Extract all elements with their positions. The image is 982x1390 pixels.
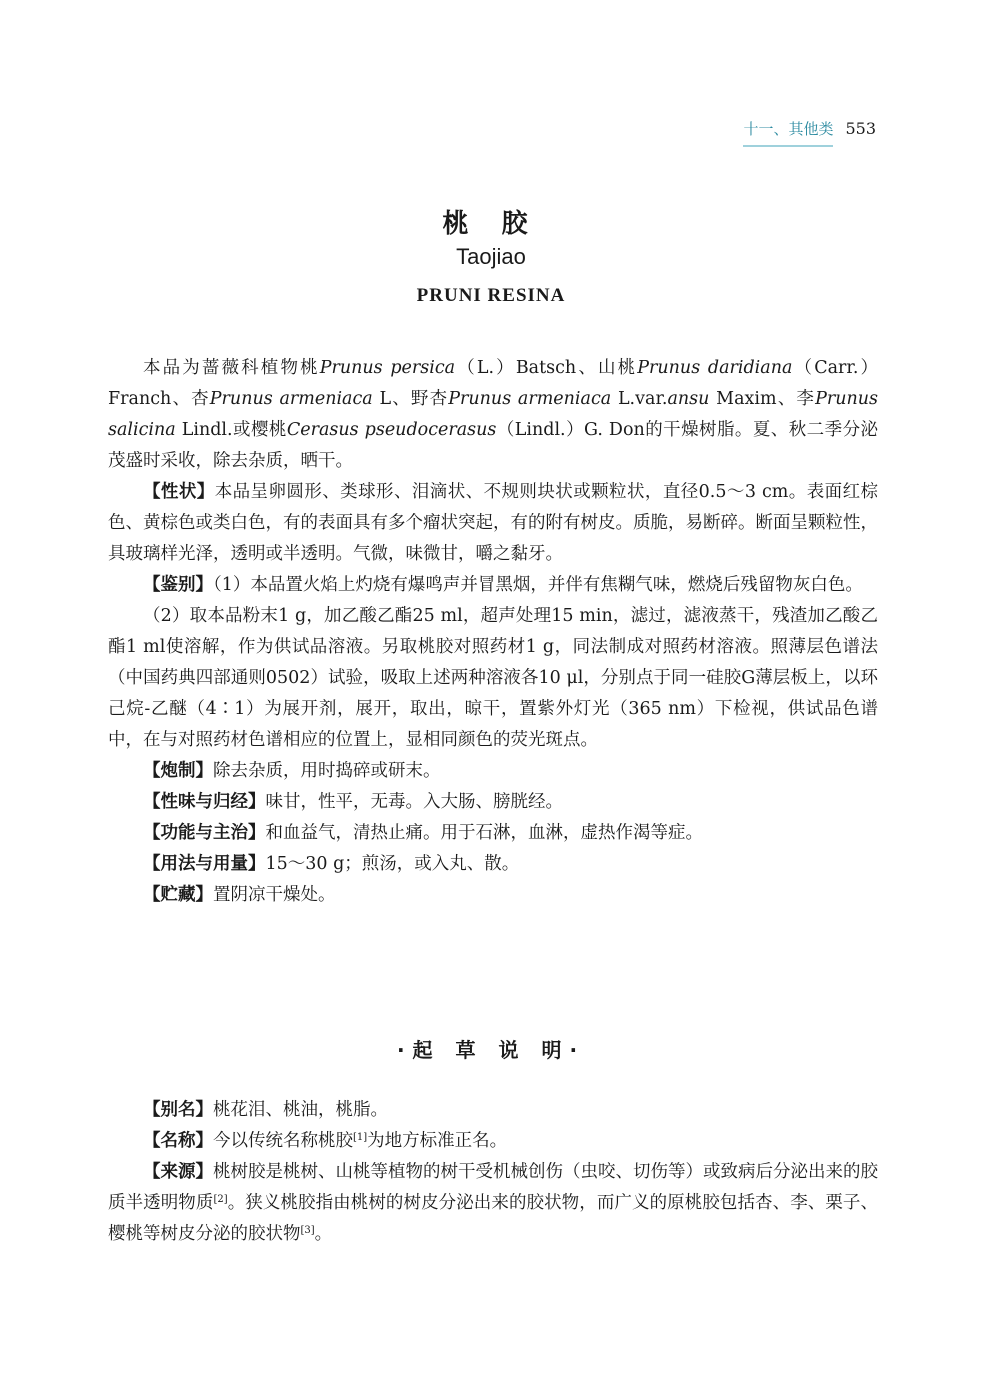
section-jianbie-2: （2）取本品粉末1 g，加乙酸乙酯25 ml，超声处理15 min，滤过，滤液蒸干，残渣加乙酸乙酯1 ml使溶解，作为供试品溶液。另取桃胶对照药材1 g，同法制成对照药材溶液。照薄层色谱法（中国药典四部通则0502）试验，吸取上述两种溶液各10 μl，分别点于同一硅胶G薄层板上，以环己烷-乙醚（4∶1）为展开剂，展开，取出，晾干，置紫外灯光（365 nm）下检视，供试品色谱中，在与对照药材色谱相应的位置上，显相同颜色的荧光斑点。 xyxy=(108,606,878,750)
section-gongneng: 【功能与主治】和血益气，清热止痛。用于石淋，血淋，虚热作渴等症。 xyxy=(143,823,703,843)
section-label: 【名称】 xyxy=(143,1131,213,1151)
running-head xyxy=(743,118,876,147)
section-label: 【炮制】 xyxy=(143,761,213,781)
section-label: 【贮藏】 xyxy=(143,885,213,905)
monograph-body xyxy=(108,353,878,911)
section-yongfa: 【用法与用量】15～30 g；煎汤，或入丸、散。 xyxy=(143,854,520,874)
title-chinese: 桃 胶 xyxy=(442,209,540,239)
title-pinyin: Taojiao xyxy=(456,244,526,269)
section-zhucang: 【贮藏】置阴凉干燥处。 xyxy=(143,885,336,905)
section-label: 【来源】 xyxy=(143,1162,213,1182)
reference-marker: [3] xyxy=(300,1225,315,1236)
title-latin: PRUNI RESINA xyxy=(416,285,566,306)
section-xingwei: 【性味与归经】味甘，性平，无毒。入大肠、膀胱经。 xyxy=(143,792,563,812)
drafting-heading: ·起 草 说 明· xyxy=(396,1038,586,1062)
reference-marker: [1] xyxy=(353,1132,368,1143)
intro-paragraph: 本品为蔷薇科植物桃Prunus persica（L.）Batsch、山桃Prunus daridiana（Carr.）Franch、杏Prunus armeniaca L、野杏Prunus armeniaca L.var.ansu Maxim、李Prunus salicina Lindl.或樱桃Cerasus pseudocerasus（Lindl.）G. Don的干燥树脂。夏、秋二季分泌茂盛时采收，除去杂质，晒干。 xyxy=(108,358,879,471)
running-head-section: 十一、其他类 xyxy=(743,118,833,147)
page-number: 553 xyxy=(845,119,876,138)
drafting-body xyxy=(108,1095,878,1250)
section-xingzhuang: 【性状】本品呈卵圆形、类球形、泪滴状、不规则块状或颗粒状，直径0.5～3 cm。表面红棕色、黄棕色或类白色，有的表面具有多个瘤状突起，有的附有树皮。质脆，易断碎。断面呈颗粒性，具玻璃样光泽，透明或半透明。气微，味微甘，嚼之黏牙。 xyxy=(108,482,879,564)
section-paozhi: 【炮制】除去杂质，用时捣碎或研末。 xyxy=(143,761,441,781)
section-label: 【鉴别】 xyxy=(143,575,213,595)
drafting-bieming: 【别名】桃花泪、桃油，桃脂。 xyxy=(143,1100,388,1120)
drafting-mingcheng: 【名称】今以传统名称桃胶[1]为地方标准正名。 xyxy=(143,1131,508,1151)
drafting-laiyuan: 【来源】桃树胶是桃树、山桃等植物的树干受机械创伤（虫咬、切伤等）或致病后分泌出来的胶质半透明物质[2]。狭义桃胶指由桃树的树皮分泌出来的胶状物，而广义的原桃胶包括杏、李、栗子、樱桃等树皮分泌的胶状物[3]。 xyxy=(108,1162,879,1244)
section-label: 【别名】 xyxy=(143,1100,213,1120)
section-jianbie: 【鉴别】（1）本品置火焰上灼烧有爆鸣声并冒黑烟，并伴有焦糊气味，燃烧后残留物灰白色。 xyxy=(143,575,863,595)
section-label: 【性味与归经】 xyxy=(143,792,266,812)
section-label: 【功能与主治】 xyxy=(143,823,266,843)
section-label: 【性状】 xyxy=(143,482,215,502)
reference-marker: [2] xyxy=(213,1194,228,1205)
section-label: 【用法与用量】 xyxy=(143,854,266,874)
